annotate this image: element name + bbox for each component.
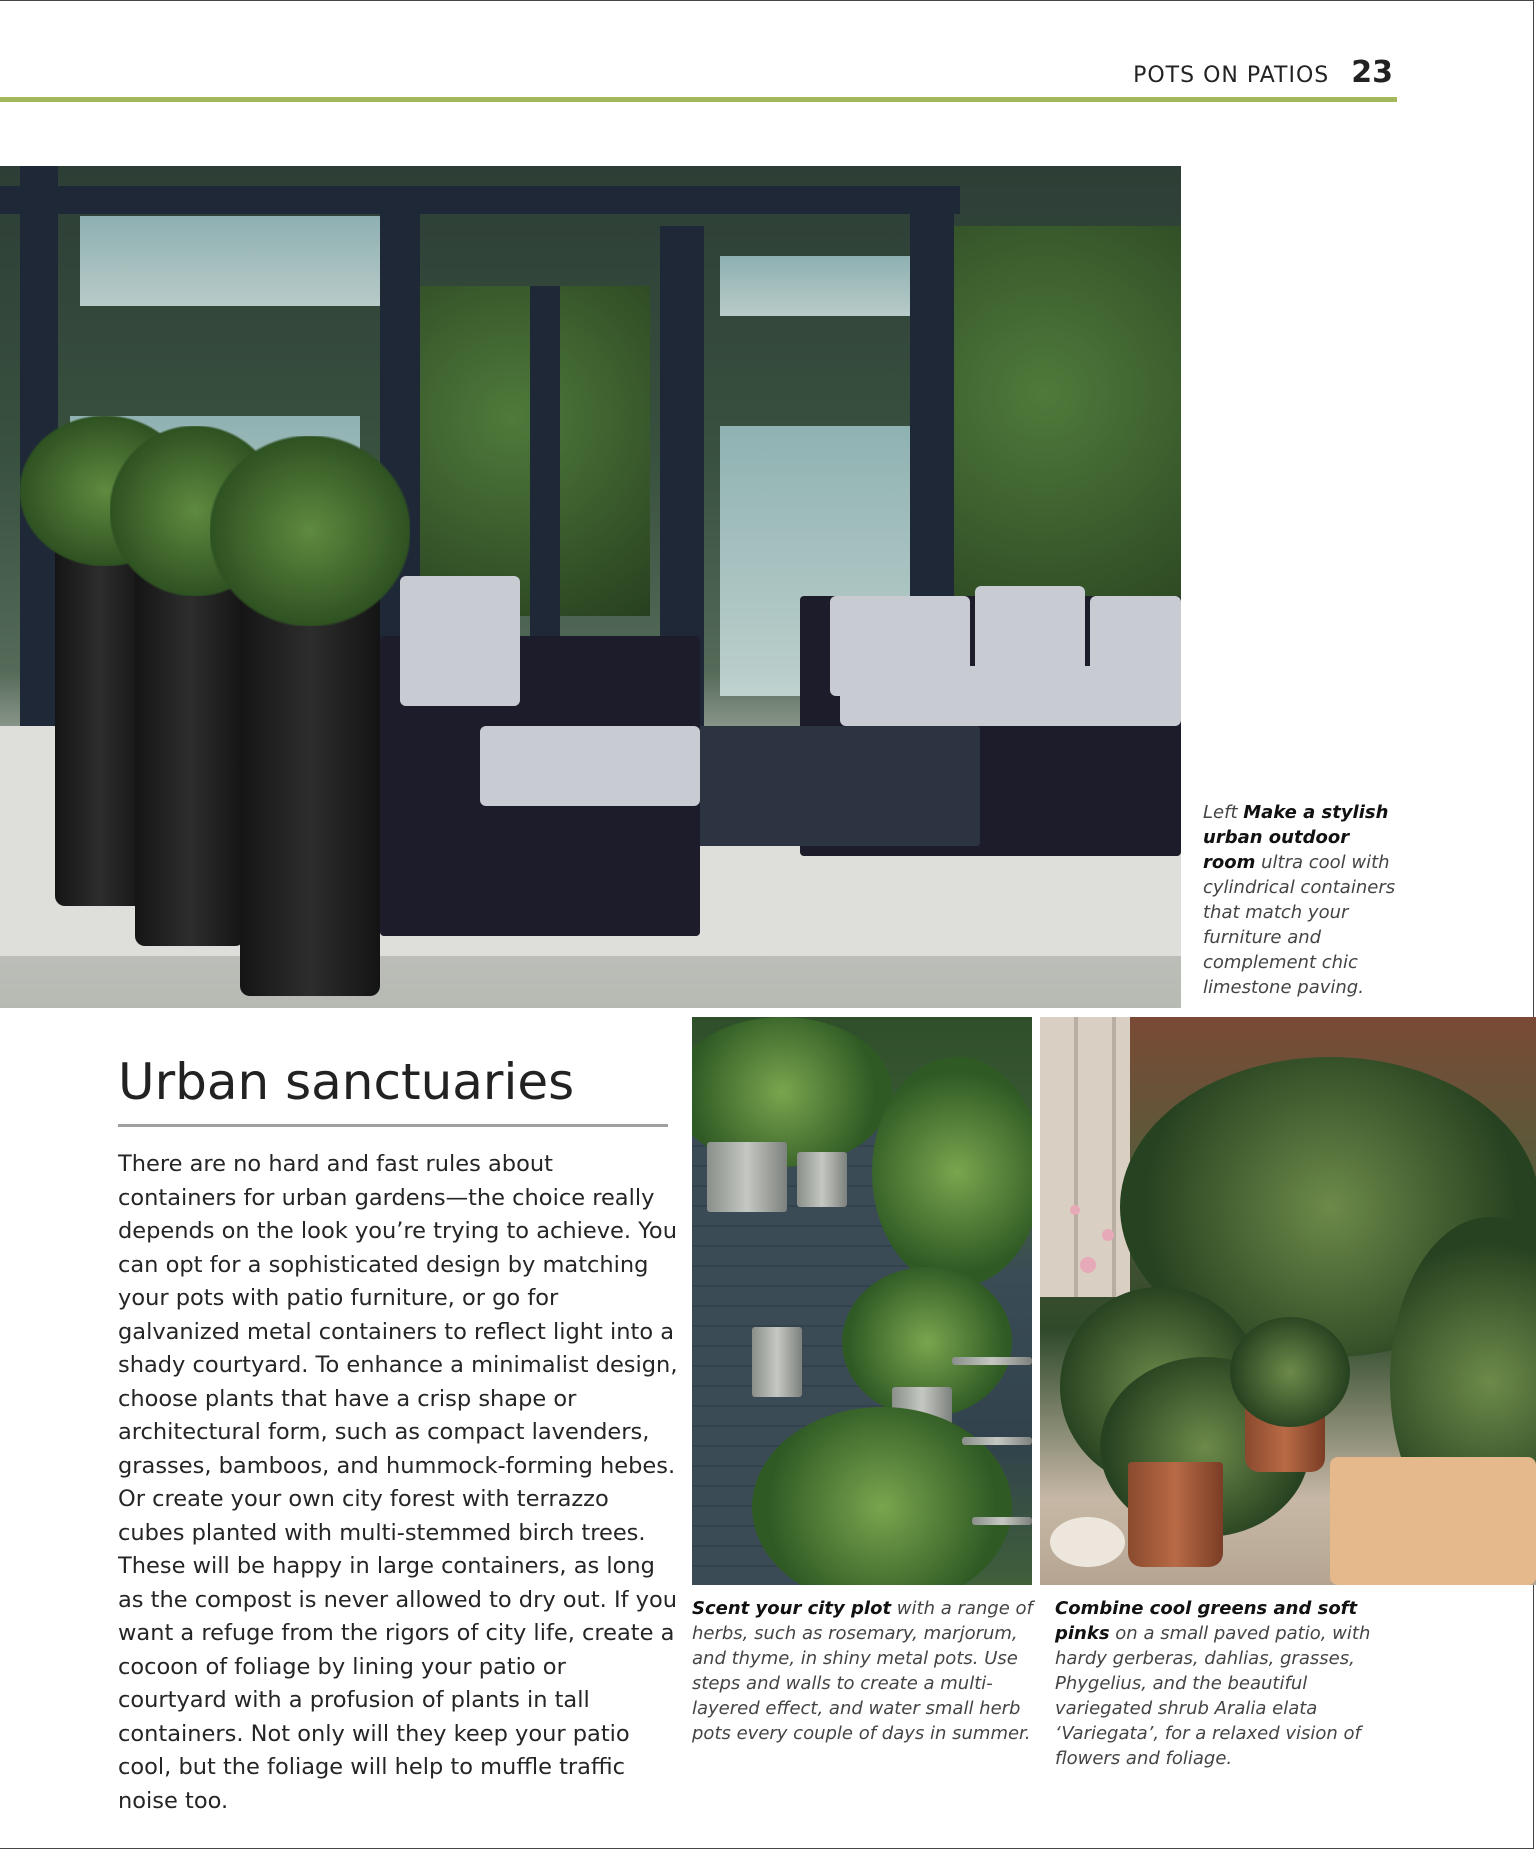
tall-planter: [240, 586, 380, 996]
lavender-plant: [210, 436, 410, 626]
photo-urban-outdoor-room: [0, 166, 1181, 1008]
caption-urban-room: [1203, 800, 1403, 1000]
article-title: Urban sanctuaries: [118, 1053, 575, 1111]
pergola-beam: [0, 186, 960, 214]
section-title: POTS ON PATIOS: [1133, 63, 1330, 88]
caption-lead: Left: [1203, 802, 1238, 823]
caption-herb-plot: [692, 1596, 1042, 1746]
pink-flower: [1102, 1229, 1114, 1241]
armchair-seat: [480, 726, 700, 806]
pink-flower: [1080, 1257, 1096, 1273]
caption-bold: Scent your city plot: [692, 1598, 892, 1619]
step: [952, 1357, 1032, 1365]
caption-greens-pinks: [1055, 1596, 1395, 1771]
caption-bold: Combine cool greens and soft pinks: [1055, 1598, 1358, 1644]
armchair-cushion: [400, 576, 520, 706]
pink-flower: [1070, 1205, 1080, 1215]
step: [972, 1517, 1032, 1525]
tree-foliage: [940, 226, 1181, 646]
glazed-door: [1040, 1017, 1130, 1297]
pink-leaved-plant: [1230, 1317, 1350, 1427]
title-rule: [118, 1124, 668, 1127]
herb-plant: [872, 1057, 1032, 1287]
metal-pot: [797, 1152, 847, 1207]
photo-city-herb-plot: [692, 1017, 1032, 1585]
running-head: [1133, 55, 1393, 95]
article-body: There are no hard and fast rules about containers for urban gardens—the choice really depends on the look you’re trying to achieve. You can opt for a sophisticated design by matching your pots with patio furniture, or go for galvanized metal containers to reflect light into a shady courtyard. To enhance a minimalist design, choose plants that have a crisp shape or architectural form, such as compact lavenders, grasses, bamboos, and hummock-forming hebes. Or create your own city forest with terrazzo cubes planted with multi-stemmed birch trees. These will be happy in large containers, as long as the compost is never allowed to dry out. If you want a refuge from the rigors of city life, create a cocoon of foliage by lining your patio or courtyard with a profusion of plants in tall containers. Not only will they keep your patio cool, but the foliage will help to muffle traffic noise too.: [118, 1151, 678, 1814]
caption-text: with a range of herbs, such as rosemary, marjorum, and thyme, in shiny metal pots. Use steps and walls to create a multi-layered effect, and water small herb pots every couple of days in summer.: [692, 1598, 1033, 1744]
pebble-stone: [1050, 1517, 1125, 1567]
seat-cushion: [1330, 1457, 1536, 1585]
step: [962, 1437, 1032, 1445]
glass-screen: [80, 216, 380, 306]
caption-bold: Make a stylish urban outdoor room: [1203, 802, 1389, 873]
page-number: 23: [1351, 55, 1393, 90]
header-rule: [0, 97, 1397, 102]
sofa-seat: [840, 666, 1181, 726]
glass-screen: [720, 256, 910, 316]
caption-text: on a small paved patio, with hardy gerberas, dahlias, grasses, Phygelius, and the beautiful variegated shrub Aralia elata ‘Variegata’, for a relaxed vision of flowers and foliage.: [1055, 1623, 1371, 1769]
photo-cool-greens-patio: [1040, 1017, 1536, 1585]
caption-text: ultra cool with cylindrical containers that match your furniture and complement chic limestone paving.: [1203, 852, 1396, 998]
terracotta-pot: [1128, 1462, 1223, 1567]
metal-pot: [707, 1142, 787, 1212]
watering-can: [752, 1327, 802, 1397]
